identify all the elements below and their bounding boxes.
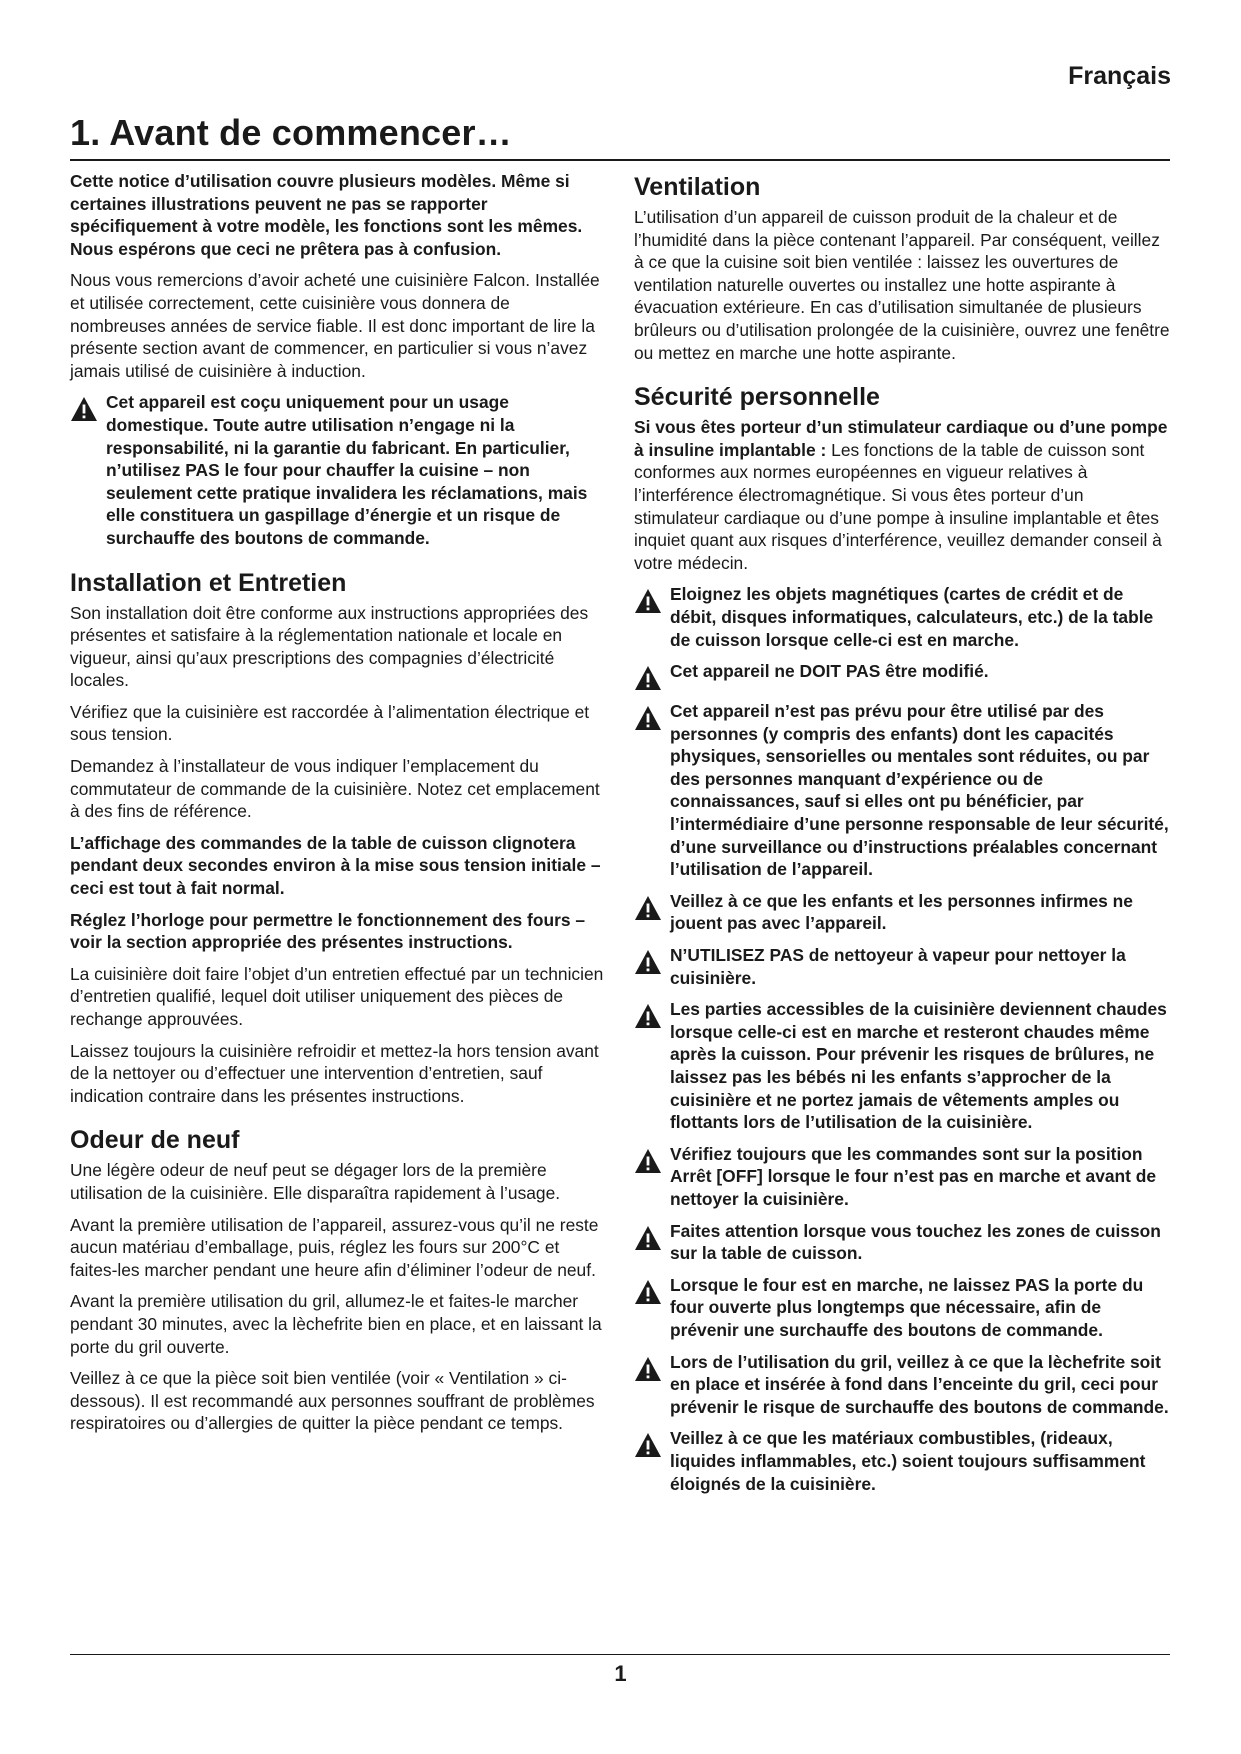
installation-paragraph: Vérifiez que la cuisinière est raccordée à l’alimentation électrique et sous tension.: [70, 701, 590, 745]
securite-body: Les fonctions de la table de cuisson sont conformes aux normes européennes en vigueur relatives à l’interférence électromagnétique. Si vous êtes porteur d’un stimulateur cardiaque ou d’une pompe à insuline implantable et êtes inquiet quant aux risques d’interférence, veuillez demander conseil à votre médecin.: [634, 439, 1162, 573]
installation-note: Réglez l’horloge pour permettre le fonctionnement des fours – voir la section appropriée des présentes instructions.: [70, 909, 586, 953]
odeur-paragraph: Avant la première utilisation de l’appareil, assurez-vous qu’il ne reste aucun matériau d’emballage, puis, réglez les fours sur 200°C et faites-les marcher pendant une heure afin d’éliminer l’odeur de neuf.: [70, 1214, 599, 1280]
securite-paragraph: [634, 416, 1170, 574]
warning-text: Veillez à ce que les enfants et les personnes infirmes ne jouent pas avec l’appareil.: [670, 890, 1133, 934]
warning-item: [634, 660, 1170, 691]
warning-text: Lors de l’utilisation du gril, veillez à ce que la lèchefrite soit en place et insérée à fond dans l’enceinte du gril, ceci pour prévenir le risque de surchauffe des boutons de commande.: [670, 1351, 1169, 1417]
warning-list: [634, 583, 1170, 1495]
warning-item: [634, 1274, 1170, 1342]
installation-paragraph: La cuisinière doit faire l’objet d’un entretien effectué par un technicien d’entretien qualifié, lequel doit utiliser uniquement des pièces de rechange approuvées.: [70, 963, 604, 1029]
warning-text: Lorsque le four est en marche, ne laissez PAS la porte du four ouverte plus longtemps que nécessaire, afin de prévenir une surchauffe des boutons de commande.: [670, 1274, 1144, 1340]
warning-item: [634, 1220, 1170, 1265]
warning-icon: [70, 391, 106, 422]
warning-item: [634, 944, 1170, 989]
warning-item: [70, 391, 608, 549]
warning-text: Les parties accessibles de la cuisinière deviennent chaudes lorsque celle-ci est en marche et resteront chaudes même après la cuisson. Pour prévenir les risques de brûlures, ne laissez pas les bébés ni les enfants s’approcher de la cuisinière et ne portez jamais de vêtements amples ou flottants lors de l’utilisation de la cuisinière.: [670, 999, 1167, 1133]
warning-icon: [634, 1274, 670, 1305]
warning-item: [634, 583, 1170, 651]
odeur-paragraph: Veillez à ce que la pièce soit bien ventilée (voir « Ventilation » ci-dessous). Il est recommandé aux personnes souffrant de problèmes respiratoires ou d’allergies de quitter la pièce pendant ce temps.: [70, 1368, 595, 1434]
warning-text: Cet appareil est coçu uniquement pour un usage domestique. Toute autre utilisation n’engage ni la responsabilité, ni la garantie du fabricant. En particulier, n’utilisez PAS le four pour chauffer la cuisine – non seulement cette pratique invalidera les réclamations, mais elle constituera un gaspillage d’énergie et un risque de surchauffe des boutons de commande.: [106, 392, 588, 548]
warning-text: N’UTILISEZ PAS de nettoyeur à vapeur pour nettoyer la cuisinière.: [670, 945, 1126, 988]
page-number: 1: [614, 1661, 627, 1686]
language-label: Français: [1068, 62, 1171, 90]
warning-item: [634, 1351, 1170, 1419]
warning-item: [634, 890, 1170, 935]
installation-paragraph: Laissez toujours la cuisinière refroidir et mettez-la hors tension avant de la nettoyer ou d’effectuer une intervention d’entretien, sauf indication contraire dans les présentes instructions.: [70, 1040, 599, 1106]
warning-icon: [634, 1220, 670, 1251]
warning-text: Cet appareil n’est pas prévu pour être utilisé par des personnes (y compris des enfants) dont les capacités physiques, sensorielles ou mentales sont réduites, ou par des personnes manquant d’expérience ou de connaissances, sauf si elles ont pu bénéficier, par l’intermédiaire d’une personne responsable de leur sécurité, d’une surveillance ou d’instructions préalables concernant l’utilisation de l’appareil.: [670, 701, 1169, 880]
warning-icon: [634, 944, 670, 975]
warning-item: [634, 1143, 1170, 1211]
warning-icon: [634, 583, 670, 614]
ventilation-paragraph: L’utilisation d’un appareil de cuisson produit de la chaleur et de l’humidité dans la pièce contenant l’appareil. Par conséquent, veillez à ce que la cuisine soit bien ventilée : laissez les ouvertures de ventilation naturelle ouvertes ou installez une hotte aspirante à évacuation extérieure. En cas d’utilisation simultanée de plusieurs brûleurs ou d’utilisation prolongée de la cuisinière, ouvrez une fenêtre ou mettez en marche une hotte aspirante.: [634, 207, 1170, 363]
title-divider: [70, 159, 1170, 161]
warning-icon: [634, 890, 670, 921]
section-heading-installation: Installation et Entretien: [70, 568, 347, 597]
intro-notice: Cette notice d’utilisation couvre plusieurs modèles. Même si certaines illustrations peuvent ne pas se rapporter spécifiquement à votre modèle, les fonctions sont les mêmes. Nous espérons que ceci ne prêtera pas à confusion.: [70, 171, 583, 259]
page-title: 1. Avant de commencer…: [70, 112, 512, 153]
warning-icon: [634, 998, 670, 1029]
warning-icon: [634, 1143, 670, 1174]
odeur-paragraph: Avant la première utilisation du gril, allumez-le et faites-le marcher pendant 30 minutes, avec la lèchefrite bien en place, et en laissant la porte du gril ouverte.: [70, 1291, 602, 1357]
warning-icon: [634, 660, 670, 691]
section-heading-securite: Sécurité personnelle: [634, 383, 880, 412]
warning-text: Cet appareil ne DOIT PAS être modifié.: [670, 661, 989, 682]
warning-icon: [634, 700, 670, 731]
warning-item: [634, 1427, 1170, 1495]
warning-icon: [634, 1427, 670, 1458]
warning-text: Faites attention lorsque vous touchez les zones de cuisson sur la table de cuisson.: [670, 1220, 1161, 1264]
odeur-paragraph: Une légère odeur de neuf peut se dégager lors de la première utilisation de la cuisinière. Elle disparaîtra rapidement à l’usage.: [70, 1160, 561, 1203]
left-column: [70, 170, 608, 1444]
right-column: [634, 168, 1170, 1504]
warning-item: [634, 998, 1170, 1134]
section-heading-ventilation: Ventilation: [634, 173, 761, 201]
installation-paragraph: Son installation doit être conforme aux instructions appropriées des présentes et satisfaire à la réglementation nationale et locale en vigueur, ainsi qu’aux prescriptions des compagnies d’électricité locales.: [70, 602, 589, 691]
warning-text: Vérifiez toujours que les commandes sont sur la position Arrêt [OFF] lorsque le four n’est pas en marche et avant de nettoyer la cuisinière.: [670, 1143, 1157, 1209]
warning-text: Veillez à ce que les matériaux combustibles, (rideaux, liquides inflammables, etc.) soient toujours suffisamment éloignés de la cuisinière.: [670, 1428, 1146, 1494]
warning-icon: [634, 1351, 670, 1382]
securite-lead: Si vous êtes porteur d’un stimulateur cardiaque ou d’une pompe à insuline implantable :: [634, 417, 1168, 460]
intro-paragraph: Nous vous remercions d’avoir acheté une cuisinière Falcon. Installée et utilisée correctement, cette cuisinière vous donnera de nombreuses années de service fiable. Il est donc important de lire la présente section avant de commencer, en particulier si vous n’avez jamais utilisé de cuisinière à induction.: [70, 270, 600, 381]
section-heading-odeur: Odeur de neuf: [70, 1126, 240, 1155]
warning-item: [634, 700, 1170, 881]
installation-note: L’affichage des commandes de la table de cuisson clignotera pendant deux secondes environ à la mise sous tension initiale – ceci est tout à fait normal.: [70, 832, 601, 899]
installation-paragraph: Demandez à l’installateur de vous indiquer l’emplacement du commutateur de commande de la cuisinière. Notez cet emplacement à des fins de référence.: [70, 756, 600, 822]
warning-text: Eloignez les objets magnétiques (cartes de crédit et de débit, disques informatiques, calculateurs, etc.) de la table de cuisson lorsque celle-ci est en marche.: [670, 584, 1154, 650]
footer-divider: [70, 1654, 1170, 1655]
